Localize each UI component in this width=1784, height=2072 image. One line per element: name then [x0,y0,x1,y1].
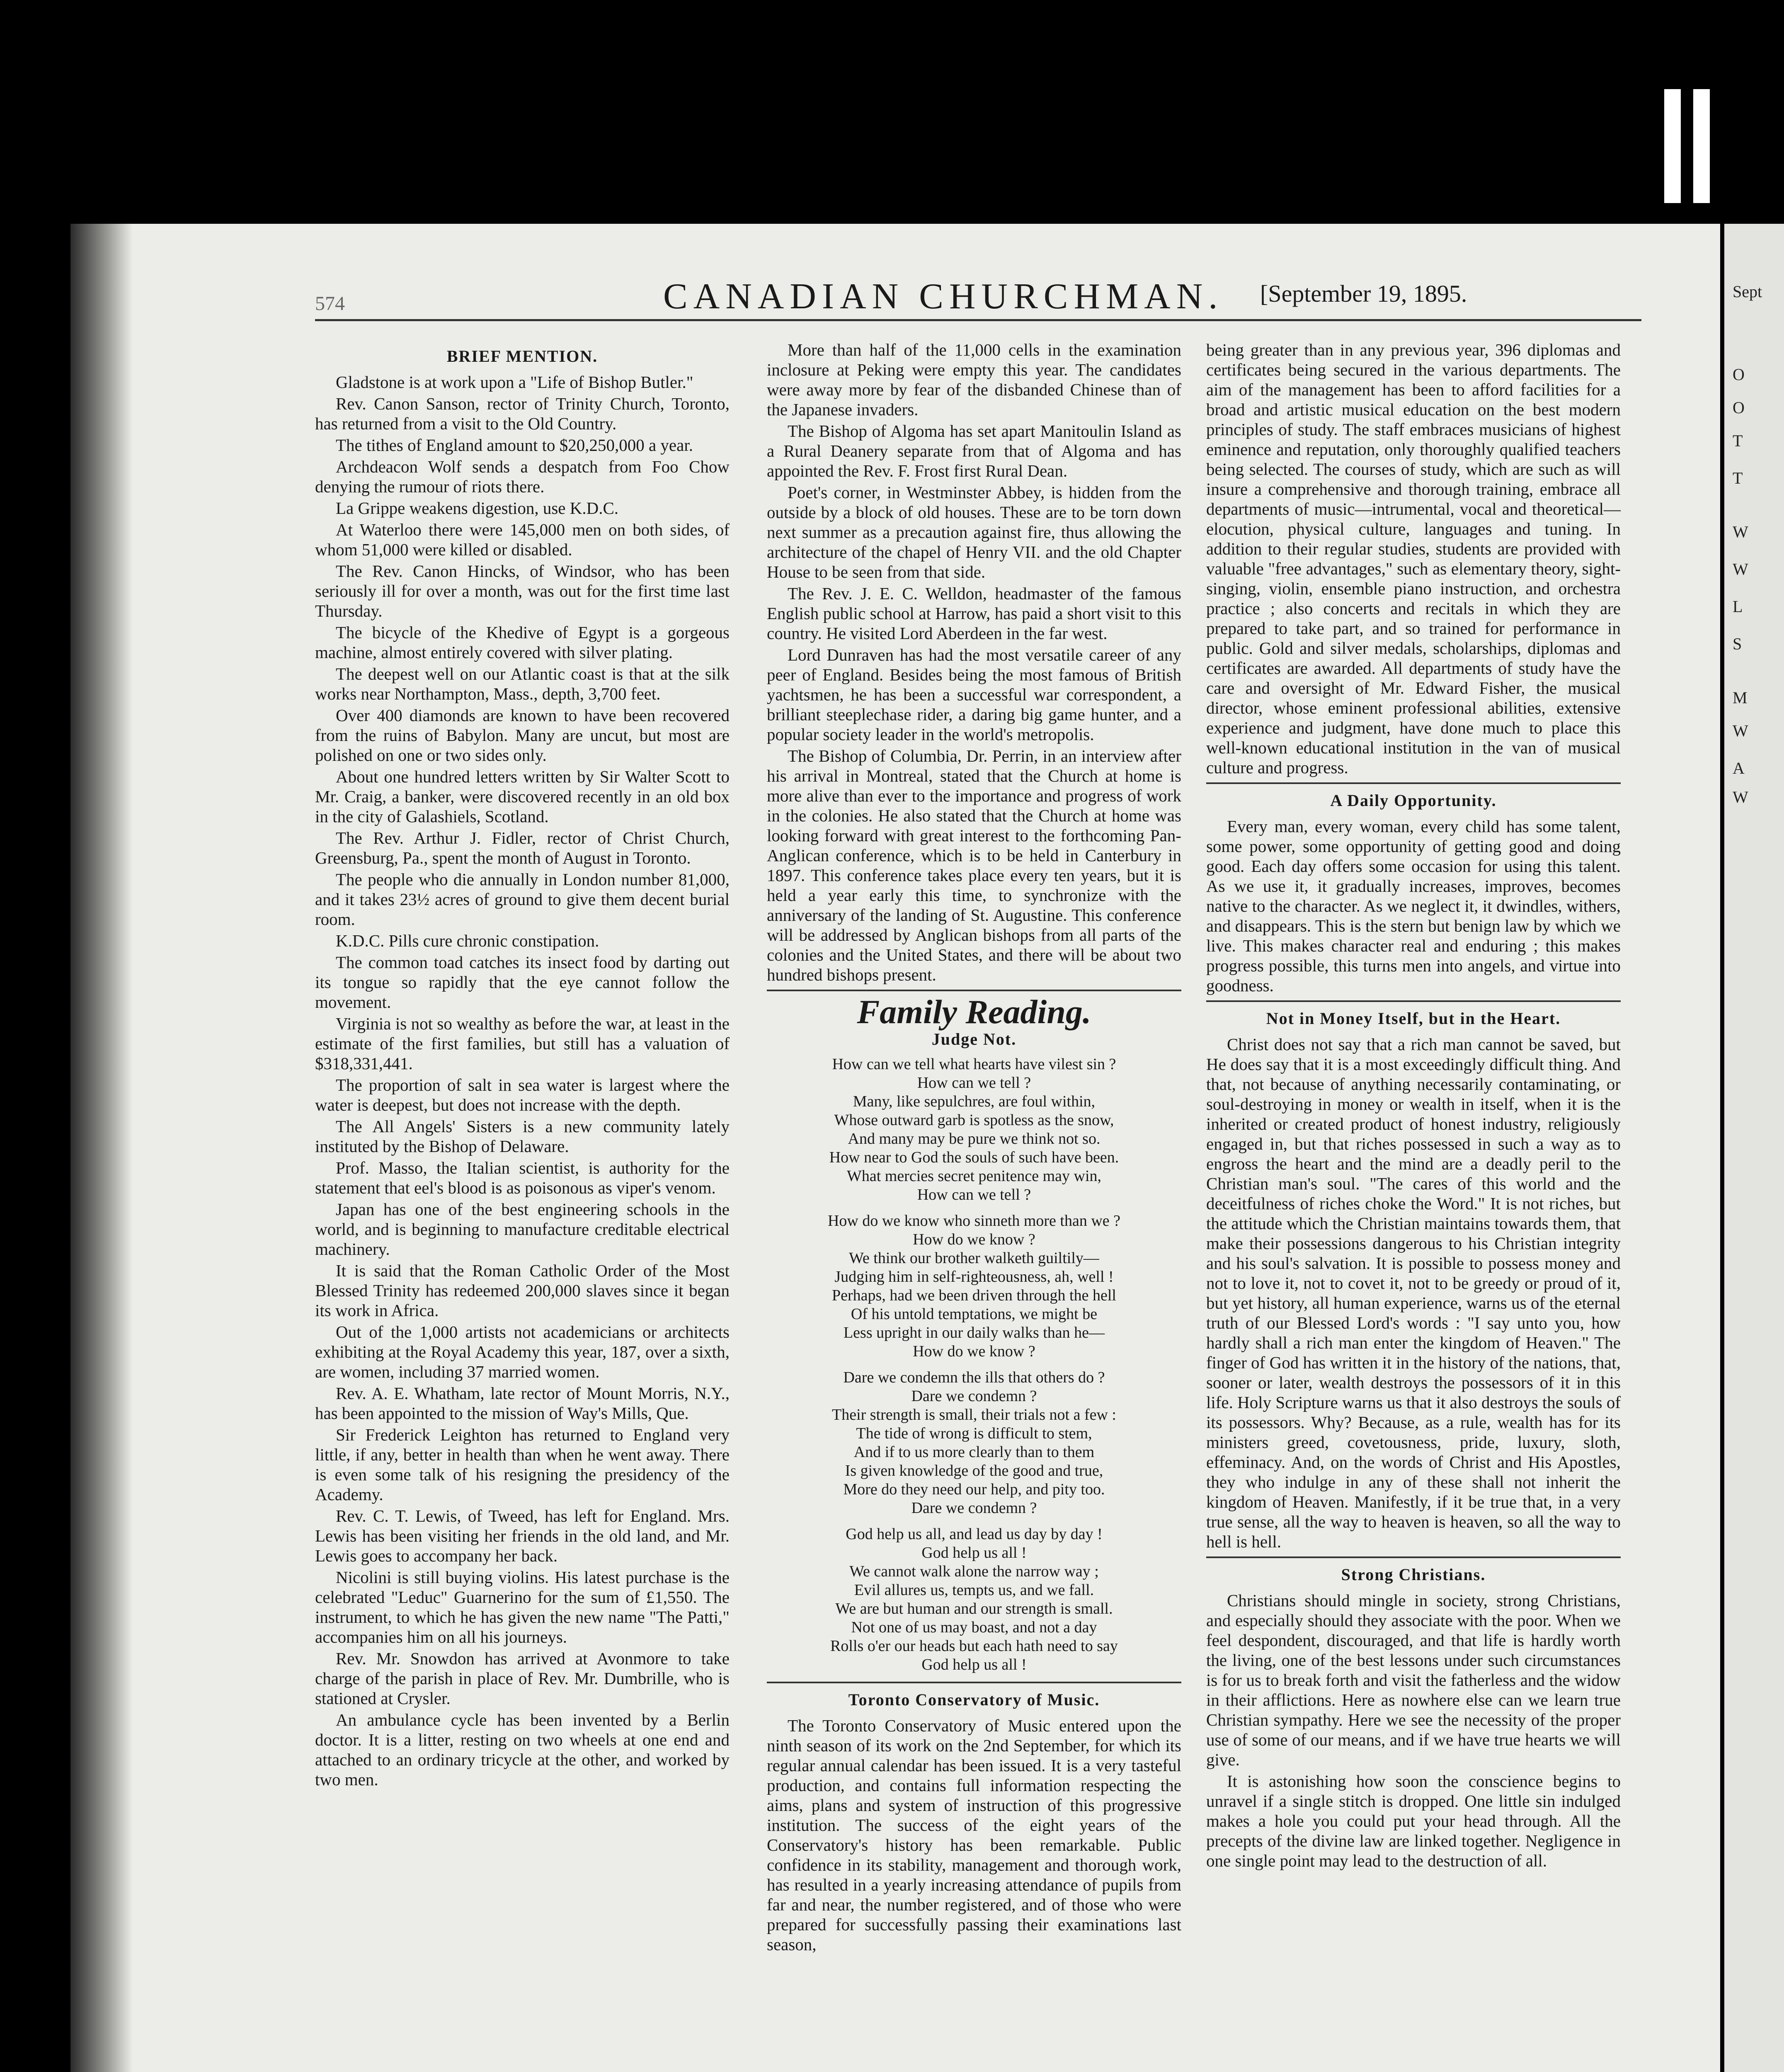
poem-stanza [767,1368,1181,1518]
poem-line: More do they need our help, and pity too. [843,1481,1105,1498]
poem-line: How can we tell ? [917,1074,1031,1092]
brief-item: Sir Frederick Leighton has returned to England very little, if any, better in health than when he went away. There is even some talk of his resigning the presidency of the Academy. [315,1425,730,1504]
brief-item: The All Angels' Sisters is a new community lately instituted by the Bishop of Delaware. [315,1117,730,1156]
strip-letter: T [1733,469,1743,487]
brief-item: La Grippe weakens digestion, use K.D.C. [336,499,619,518]
brief-mention-items [315,372,730,1789]
news-item: The Bishop of Algoma has set apart Manitoulin Island as a Rural Deanery separate from that of Algoma and has appointed the Rev. F. Frost first Rural Dean. [767,421,1181,480]
family-reading-title: Family Reading. [857,993,1091,1031]
article-rule-3 [1206,1556,1621,1558]
money-text: Christ does not say that a rich man cannot be saved, but He does say that it is a most exceedingly difficult thing. And that, not because of anything necessarily contaminating, or soul-destroying in money or wealth in itself, when it is the inherited or created product of honest industry, religiously engaged in, but that riches possessed in such a way as to engross the heart and the mind are a deadly peril to the Christian man's soul. "The cares of this world and the deceitfulness of riches choke the Word." It is not riches, but the attitude which the Christian maintains towards them, that make their possessions dangerous to his Christian integrity and his soul's salvation. It is possible to possess money and not to love it, not to covet it, not to be greedy or proud of it, but yet history, all human experience, warns us of the eternal truth of our Blessed Lord's words : "I say unto you, how hardly shall a rich man enter the kingdom of Heaven." The finger of God has written it in the history of the nations, that, sooner or later, wealth destroys the possessors of it in this life. Holy Scripture warns us that it also destroys the souls of its possessors. Why? Because, as a rule, wealth has for its ministers greed, covetousness, pride, luxury, sloth, effeminacy. And, on the words of Christ and His Apostles, they who indulge in any of these shall not inherit the kingdom of Heaven. Manifestly, if it be true that, in a very true sense, all the way to heaven is heaven, so all the way to hell is hell. [1206,1035,1621,1551]
poem-line: Dare we condemn ? [911,1387,1037,1405]
poem-line: God help us all ! [921,1656,1027,1673]
brief-item: The deepest well on our Atlantic coast is that at the silk works near Northampton, Mass., depth, 3,700 feet. [315,664,730,703]
brief-item: It is said that the Roman Catholic Order of the Most Blessed Trinity has redeemed 200,000 slaves since it began its work in Africa. [315,1261,730,1320]
brief-item: The proportion of salt in sea water is largest where the water is deepest, but does not increase with the depth. [315,1075,730,1114]
poem [767,1055,1181,1674]
column-3 [1206,340,1621,1872]
conservatory-title: Toronto Conservatory of Music. [848,1690,1100,1709]
conservatory-continued: being greater than in any previous year, 396 diplomas and certificates being secured in the various departments. The aim of the management has been to afford facilities for a broad and artistic musical education on the best modern principles of study. The staff embraces musicians of highest eminence and reputation, only thoroughly qualified teachers being selected. The courses of study, which are such as will insure a comprehensive and thorough training, embrace all departments of music—intrumental, vocal and theoretical—elocution, physical culture, languages and tuning. In addition to their regular studies, students are provided with valuable "free advantages," such as elementary theory, sight-singing, violin, ensemble piano instruction, and orchestra practice ; also concerts and recitals in which they are prepared to take part, and so trained for performance in public. Gold and silver medals, scholarships, diplomas and certificates are awarded. All departments of study have the care and oversight of Mr. Edward Fisher, the musical director, whose eminent professional abilities, extensive experience and judgment, have done much to place this well-known educational institution in the van of musical culture and progress. [1206,340,1621,777]
news-item: More than half of the 11,000 cells in the examination inclosure at Peking were empty this year. The candidates were away more by fear of the disbanded Chinese than of the Japanese invaders. [767,340,1181,419]
brief-item: Gladstone is at work upon a "Life of Bishop Butler." [336,373,693,392]
brief-item: K.D.C. Pills cure chronic constipation. [336,931,599,950]
news-item: Lord Dunraven has had the most versatile career of any peer of England. Besides being the most famous of British yachtsmen, he has been a successful war correspondent, a brilliant steeplechase rider, a daring big game hunter, and a popular society leader in the world's metropolis. [767,645,1181,744]
binding-bar-top-left [1664,89,1681,203]
poem-stanza [767,1525,1181,1674]
strip-letter: Sept [1733,282,1762,301]
news-item: Poet's corner, in Westminster Abbey, is hidden from the outside by a block of old houses. These are to be torn down next summer as a precaution against fire, thus allowing the architecture of the chapel of Henry VII. and the old Chapter House to be seen from that side. [767,483,1181,581]
strip-letter: W [1733,788,1748,806]
poem-line: Dare we condemn the ills that others do ? [843,1369,1105,1386]
strip-letter: L [1733,597,1743,616]
poem-line: God help us all ! [921,1544,1027,1561]
page-gutter [70,224,133,2072]
poem-line: Many, like sepulchres, are foul within, [853,1093,1096,1110]
brief-item: An ambulance cycle has been invented by a Berlin doctor. It is a litter, resting on two wheels at one end and attached to an ordinary tricycle at the other, and worked by two men. [315,1710,730,1789]
money-title: Not in Money Itself, but in the Heart. [1266,1009,1561,1028]
poem-line: And many may be pure we think not so. [848,1130,1100,1147]
strong-christians-paragraph: It is astonishing how soon the conscience begins to unravel if a single stitch is dropped. One little sin indulged makes a hole you could put your head through. All the precepts of the divine law are linked together. Negligence in one single point may lead to the destruction of all. [1206,1772,1621,1870]
brief-item: At Waterloo there were 145,000 men on both sides, of whom 51,000 were killed or disabled. [315,520,730,559]
brief-item: Rev. Mr. Snowdon has arrived at Avonmore to take charge of the parish in place of Rev. Mr. Dumbrille, who is stationed at Crysler. [315,1649,730,1708]
header-rule [315,319,1641,321]
binding-bar-top-right [1693,89,1710,203]
brief-item: Out of the 1,000 artists not academicians or architects exhibiting at the Royal Academy this year, 187, over a sixth, are women, including 37 married women. [315,1322,730,1381]
strip-letter: W [1733,721,1748,740]
brief-item: The people who die annually in London number 81,000, and it takes 23½ acres of ground to give them decent burial room. [315,870,730,929]
poem-line: We are but human and our strength is small. [835,1600,1113,1617]
poem-line: How can we tell what hearts have vilest sin ? [832,1055,1116,1073]
poem-line: How do we know who sinneth more than we ? [827,1212,1121,1230]
poem-title: Judge Not. [931,1030,1017,1048]
page-number: 574 [315,293,345,315]
brief-item: Japan has one of the best engineering schools in the world, and is beginning to manufacture creditable electrical machinery. [315,1200,730,1259]
poem-line: How can we tell ? [917,1186,1031,1203]
strip-letter: M [1733,688,1748,707]
strip-letter: W [1733,523,1748,541]
brief-item: The bicycle of the Khedive of Egypt is a gorgeous machine, almost entirely covered with silver plating. [315,623,730,662]
column-2 [767,340,1181,1956]
strip-letter: O [1733,398,1745,417]
issue-date: [September 19, 1895. [1260,280,1467,307]
brief-item: About one hundred letters written by Sir Walter Scott to Mr. Craig, a banker, were discovered recently in an old box in the city of Galashiels, Scotland. [315,767,730,826]
poem-line: Judging him in self-righteousness, ah, well ! [834,1268,1114,1285]
poem-line: What mercies secret penitence may win, [846,1167,1102,1185]
news-item: The Bishop of Columbia, Dr. Perrin, in an interview after his arrival in Montreal, stated that the Church at home is more alive than ever to the importance and progress of work in the colonies. He also stated that the Church at home was looking forward with great interest to the forthcoming Pan-Anglican conference, which is to be held in Canterbury in 1897. This conference takes place every ten years, but it is held a year early this time, to synchronize with the anniversary of the landing of St. Augustine. This conference will be addressed by Anglican bishops from all parts of the colonies and the United States, and there will be about two hundred bishops present. [767,746,1181,984]
article-rule-2 [1206,1000,1621,1002]
opportunity-title: A Daily Opportunity. [1330,791,1497,810]
poem-line: And if to us more clearly than to them [853,1443,1095,1461]
conservatory-text: The Toronto Conservatory of Music entered upon the ninth season of its work on the 2nd September, for which its regular annual calendar has been issued. It is a very tasteful production, and contains full information respecting the aims, plans and system of instruction of this progressive institution. The success of the eight years of the Conservatory's history has been remarkable. Public confidence in its stability, management and thorough work, has resulted in a yearly increasing attendance of pupils from far and near, the number registered, and of those who were prepared for successfully passing their examinations last season, [767,1716,1181,1954]
brief-item: The Rev. Arthur J. Fidler, rector of Christ Church, Greensburg, Pa., spent the month of August in Toronto. [315,828,730,867]
brief-item: Rev. A. E. Whatham, late rector of Mount Morris, N.Y., has been appointed to the mission of Way's Mills, Que. [315,1384,730,1423]
strip-letter: T [1733,431,1743,450]
poem-line: How do we know ? [913,1231,1035,1248]
poem-line: Is given knowledge of the good and true, [845,1462,1103,1479]
masthead: CANADIAN CHURCHMAN. [663,276,1224,317]
page-header [290,276,1658,325]
poem-line: How do we know ? [913,1343,1035,1360]
brief-item: Over 400 diamonds are known to have been recovered from the ruins of Babylon. Many are uncut, but most are polished on one or two sides only. [315,706,730,765]
brief-item: Rev. C. T. Lewis, of Tweed, has left for England. Mrs. Lewis has been visiting her friends in the old land, and Mr. Lewis goes to accompany her back. [315,1506,730,1565]
column-1 [315,340,730,1791]
poem-line: Whose outward garb is spotless as the snow, [834,1111,1114,1129]
poem-line: Perhaps, had we been driven through the hell [832,1287,1116,1304]
brief-mention-heading: BRIEF MENTION. [446,347,598,366]
poem-line: God help us all, and lead us day by day ! [846,1525,1103,1543]
next-page-strip [1724,224,1784,2072]
poem-rule [767,1682,1181,1683]
poem-line: How near to God the souls of such have been. [829,1149,1119,1166]
news-item: The Rev. J. E. C. Welldon, headmaster of the famous English public school at Harrow, has paid a short visit to this country. He visited Lord Aberdeen in the far west. [767,584,1181,643]
brief-item: The common toad catches its insect food by darting out its tongue so rapidly that the eye cannot follow the movement. [315,953,730,1012]
poem-line: Their strength is small, their trials not a few : [832,1406,1116,1423]
brief-item: Rev. Canon Sanson, rector of Trinity Church, Toronto, has returned from a visit to the Old Country. [315,394,730,433]
strip-letter: O [1733,365,1745,384]
poem-line: We think our brother walketh guiltily— [849,1249,1099,1267]
poem-line: Dare we condemn ? [911,1499,1037,1517]
article-rule [1206,782,1621,784]
poem-line: Rolls o'er our heads but each hath need to say [830,1637,1118,1655]
strip-letter: S [1733,634,1742,653]
poem-line: Evil allures us, tempts us, and we fall. [854,1581,1094,1599]
brief-item: Nicolini is still buying violins. His latest purchase is the celebrated "Leduc" Guarnerino for the sum of £1,550. The instrument, to which he has given the new name "The Patti," accompanies him on all his journeys. [315,1568,730,1646]
poem-stanza [767,1212,1181,1361]
brief-item: Archdeacon Wolf sends a despatch from Foo Chow denying the rumour of riots there. [315,457,730,496]
poem-stanza [767,1055,1181,1204]
poem-line: Not one of us may boast, and not a day [851,1619,1097,1636]
brief-item: The Rev. Canon Hincks, of Windsor, who has been seriously ill for over a month, was out for the first time last Thursday. [315,562,730,620]
strip-letter: W [1733,560,1748,579]
section-rule [767,990,1181,991]
brief-item: The tithes of England amount to $20,250,000 a year. [336,436,693,455]
opportunity-text: Every man, every woman, every child has some talent, some power, some opportunity of getting good and doing good. Each day offers some occasion for using this talent. As we use it, it gradually increases, improves, becomes native to the character. As we neglect it, it dwindles, withers, and disappears. This is the stern but benign law by which we live. This makes character real and enduring ; this makes progress possible, this turns men into angels, and virtue into goodness. [1206,817,1621,995]
brief-item: Virginia is not so wealthy as before the war, at least in the estimate of the first families, but still has a valuation of $318,331,441. [315,1014,730,1073]
poem-line: Of his untold temptations, we might be [851,1305,1098,1323]
brief-item: Prof. Masso, the Italian scientist, is authority for the statement that eel's blood is as poisonous as viper's venom. [315,1158,730,1197]
strong-christians-text [1206,1590,1621,1871]
strong-christians-title: Strong Christians. [1341,1565,1486,1584]
strong-christians-paragraph: Christians should mingle in society, strong Christians, and especially should they associate with the poor. When we feel despondent, discouraged, and that life is hardly worth the living, one of the best lessons under such circumstances is for us to break forth and visit the fatherless and the widow in their afflictions. Here as nowhere else can we learn true Christian sympathy. Here we see the necessity of the proper use of some of our means, and if we have true hearts we will give. [1206,1591,1621,1769]
strip-letter: A [1733,759,1745,777]
news-items [767,340,1181,985]
poem-line: We cannot walk alone the narrow way ; [849,1563,1099,1580]
poem-line: Less upright in our daily walks than he— [843,1324,1105,1341]
poem-line: The tide of wrong is difficult to stem, [856,1425,1092,1442]
